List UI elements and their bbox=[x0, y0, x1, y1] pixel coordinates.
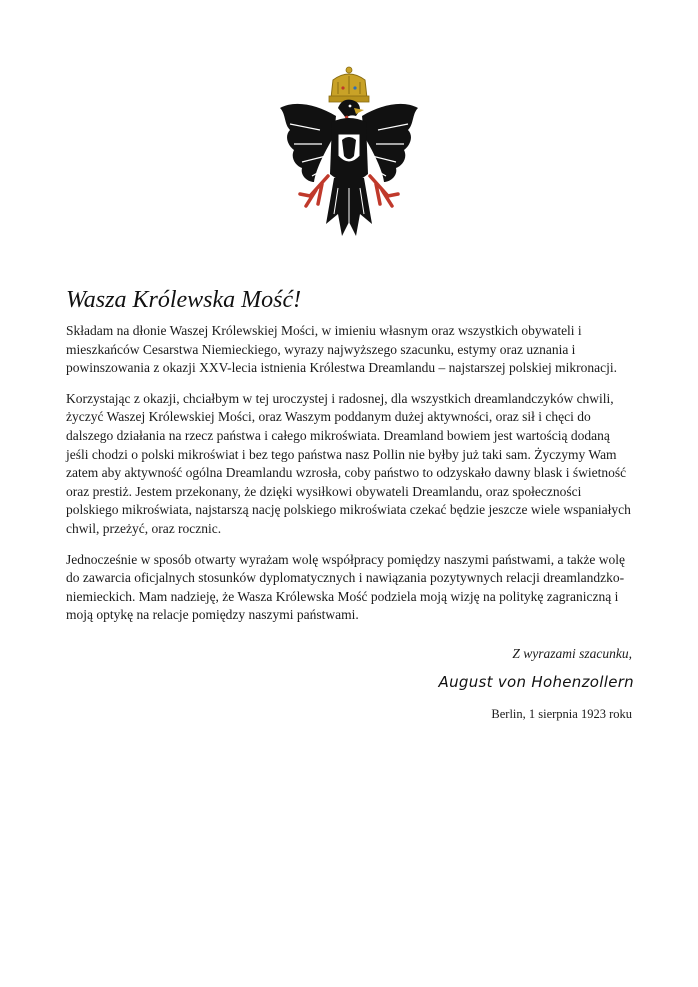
letter-greeting: Wasza Królewska Mość! bbox=[66, 287, 302, 313]
signature: August von Hohenzollern bbox=[438, 673, 634, 691]
letter-body bbox=[66, 322, 634, 637]
place-date: Berlin, 1 sierpnia 1923 roku bbox=[491, 707, 632, 721]
letter-closing: Z wyrazami szacunku, bbox=[512, 646, 632, 661]
imperial-eagle-coat-of-arms-icon bbox=[276, 64, 422, 242]
letter-paragraph: Korzystając z okazji, chciałbym w tej uroczystej i radosnej, dla wszystkich dreamlandczyków chwili, życzyć Waszej Królewskiej Mości, oraz Waszym poddanym dużej aktywności, oraz sił i chęci do dalszego działania na rzecz państwa i całego mikroświata. Dreamland bowiem jest wartością dodaną jeśli chodzi o polski mikroświat i bez tego państwa nasz Pollin nie byłby już taki sam. Życzymy Wam zatem aby aktywność ogólna Dreamlandu wzrosła, coby państwo to odzyskało dawny blask i świetność oraz prestiż. Jestem przekonany, że dzięki wysiłkowi obywateli Dreamlandu, oraz społeczności polskiego mikroświata, najstarszą nację polskiego mikroświata czekać będzie jeszcze wiele wspaniałych chwil, przeżyć, oraz rocznic. bbox=[66, 390, 631, 536]
letter-paragraph: Jednocześnie w sposób otwarty wyrażam wolę współpracy pomiędzy naszymi państwami, a także wolę do zawarcia oficjalnych stosunków dyplomatycznych i nawiązania pozytywnych relacji dreamlandzko-niemieckich. Mam nadzieję, że Wasza Królewska Mość podziela moją wizję na politykę zagraniczną i moją optykę na relacje pomiędzy naszymi państwami. bbox=[66, 551, 625, 623]
letter-paragraph: Składam na dłonie Waszej Królewskiej Mości, w imieniu własnym oraz wszystkich obywateli i mieszkańców Cesarstwa Niemieckiego, wyrazy najwyższego szacunku, estymy oraz uznania i powinszowania z okazji XXV-lecia istnienia Królestwa Dreamlandu – najstarszej polskiej mikronacji. bbox=[66, 323, 617, 376]
